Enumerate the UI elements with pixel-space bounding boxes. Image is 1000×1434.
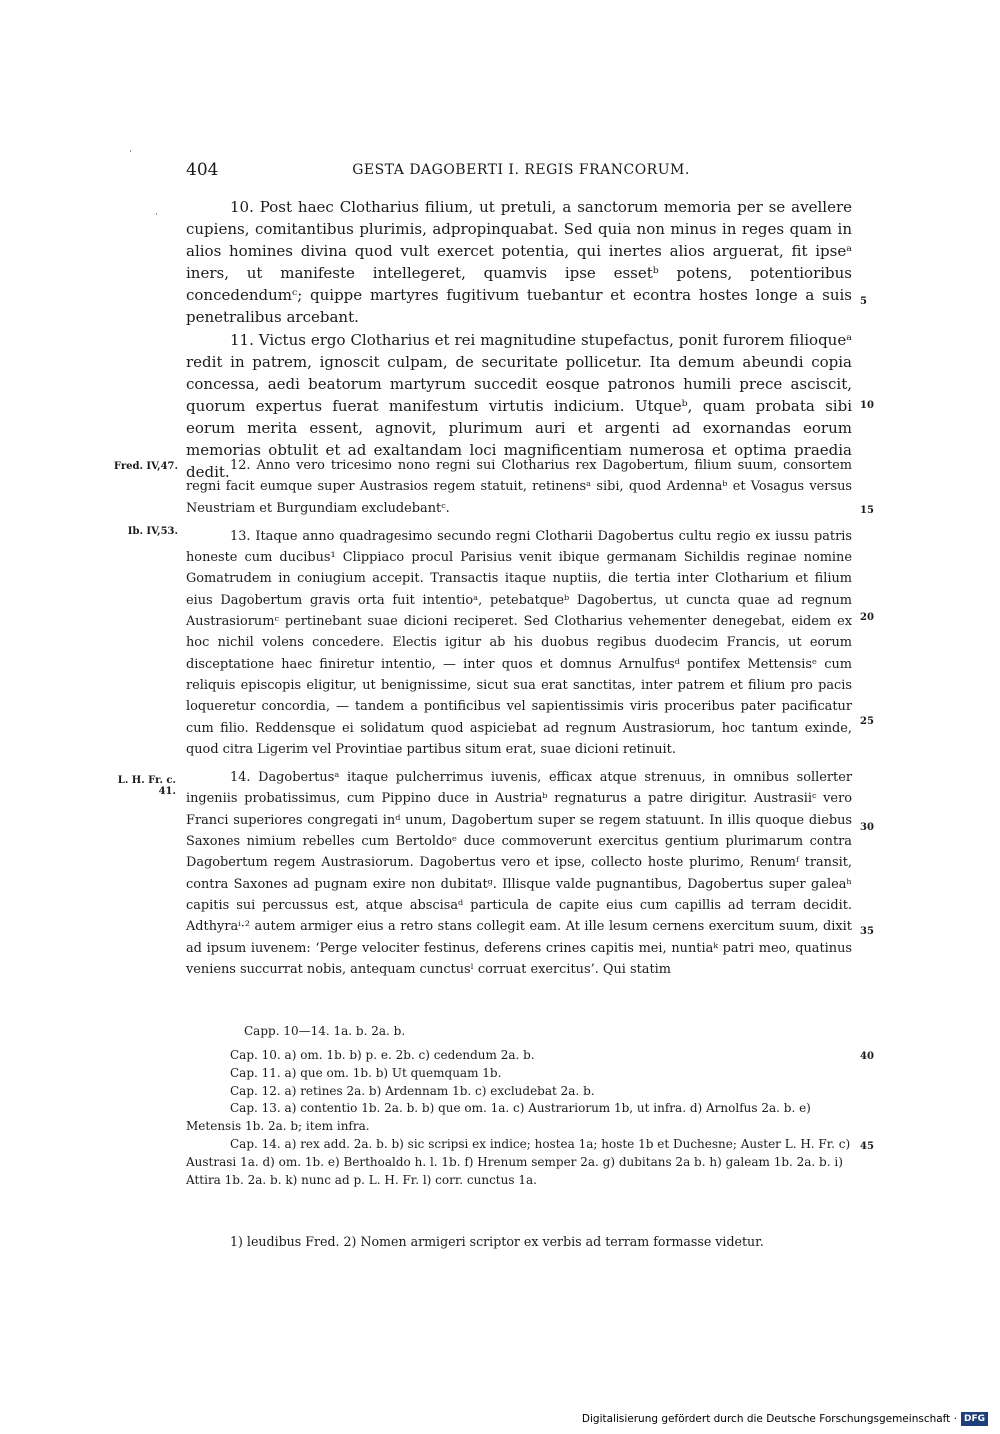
margin-ref-ib: Ib. IV,53. xyxy=(127,526,178,537)
paragraph-13: 13. Itaque anno quadragesimo secundo regni Clotharii Dagobertus cultu regio ex iussu patris honeste cum ducibus¹ Clippiaco procul Parisius venit ibique germanam Sichildis reginae nomine Gomatrudem in coniugium accepit. Transactis itaque nuptiis, die tertia inter Clotharium et filium eius Dagobertum gravis orta fuit intentioᵃ, petebatqueᵇ Dagobertus, ut cuncta quae ad regnum Austrasiorumᶜ pertinebant suae dicioni reciperet. Sed Clotharius vehementer denegebat, eidem ex hoc nichil volens concedere. Electis igitur ab his duobus regibus duodecim Francis, ut eorum disceptatione haec finiretur intentio, — inter quos et domnus Arnulfusᵈ pontifex Mettensisᵉ cum reliquis episcopis eligitur, ut benignissime, sicut sua erat sanctitas, inter patrem et filium pro pacis loqueretur concordia, — tandem a pontificibus vel sapientissimis viris proceribus pater pacificatur cum filio. Reddensque ei solidatum quod aspiciebat ad regnum Austrasiorum, hoc tantum exinde, quod citra Ligerim vel Provintiae partibus situm erat, suae dicioni retinuit. xyxy=(186,528,852,757)
line-number: 20 xyxy=(860,612,874,623)
page-number: 404 xyxy=(186,160,219,180)
apparatus-note: Cap. 14. a) rex add. 2a. b. b) sic scripsi ex indice; hostea 1a; hoste 1b et Duchesne; Auster L. H. Fr. c) Austrasi 1a. d) om. 1b. e) Berthoaldo h. l. 1b. f) Hrenum semper 2a. g) dubitans 2a b. h) galeam 1b. 2a. b. i) Attira 1b. 2a. b. k) nunc ad p. L. H. Fr. l) corr. cunctus 1a. xyxy=(186,1136,851,1187)
apparatus-note: Cap. 13. a) contentio 1b. 2a. b. b) que om. 1a. c) Austrariorum 1b, ut infra. d) Arnolfus 2a. b. e) Metensis 1b. 2a. b; item infra. xyxy=(186,1101,811,1134)
paragraph-14: 14. Dagobertusᵃ itaque pulcherrimus iuvenis, efficax atque strenuus, in omnibus sollerter ingeniis probatissimus, cum Pippino duce in Austriaᵇ regnaturus a patre dirigitur. Austrasiiᶜ vero Franci superiores congregati inᵈ unum, Dagobertum super se regem statuunt. In illis quoque diebus Saxones nimium rebelles cum Bertoldoᵉ duce commoverunt exercitus gentium plurimarum contra Dagobertum regem Austrasiorum. Dagobertus vero et ipse, collecto hoste plurimo, Renumᶠ transit, contra Saxones ad pugnam exire non dubitatᵍ. Illisque valde pugnantibus, Dagobertus super galeaʰ capitis sui percussus est, atque abscisaᵈ particula de capite eius cum capillis ad terram decidit. Adthyraⁱ·² autem armiger eius a retro stans collegit eam. At ille lesum cernens exercitum suum, dixit ad ipsum iuvenem: ‘Perge velociter festinus, deferens crines capitis mei, nuntiaᵏ patri meo, quatinus veniens succurrat nobis, antequam cunctusˡ corruat exercitus’. Qui statim xyxy=(186,770,852,977)
line-number: 10 xyxy=(860,400,874,411)
line-number: 30 xyxy=(860,822,874,833)
apparatus-heading: Capp. 10—14. 1a. b. 2a. b. xyxy=(244,1024,406,1038)
paragraph-12: 12. Anno vero tricesimo nono regni sui Clotharius rex Dagobertum, filium suum, consortem regni facit eumque super Austrasios regem statuit, retinensᵃ sibi, quod Ardennaᵇ et Vosagus versus Neustriam et Burgundiam excludebantᶜ. xyxy=(186,458,852,516)
running-title: GESTA DAGOBERTI I. REGIS FRANCORUM. xyxy=(352,162,690,178)
footer-text: Digitalisierung gefördert durch die Deutsche Forschungsgemeinschaft · xyxy=(581,1413,957,1425)
apparatus-note: Cap. 10. a) om. 1b. b) p. e. 2b. c) cedendum 2a. b. xyxy=(230,1048,535,1062)
paragraph-11: 11. Victus ergo Clotharius et rei magnitudine stupefactus, ponit furorem filioqueᵃ redit in patrem, ignoscit culpam, de securitate pollicetur. Ita demum abeundi copia concessa, aedi beatorum martyrum succedit eosque patronos humili prece asciscit, quorum expertus fuerat manifestum virtutis indicium. Utqueᵇ, quam probata sibi eorum merita essent, agnovit, plurimum auri et argenti ad exornandas eorum memorias obtulit et ad exaltandam loci magnificentiam numerosa et optima praedia dedit. xyxy=(186,331,852,481)
digitization-footer xyxy=(582,1412,988,1426)
line-number: 40 xyxy=(860,1051,874,1062)
critical-apparatus xyxy=(186,1047,852,1189)
line-number: 25 xyxy=(860,716,874,727)
line-number: 45 xyxy=(860,1141,874,1152)
apparatus-note: Cap. 12. a) retines 2a. b) Ardennam 1b. c) excludebat 2a. b. xyxy=(230,1083,595,1098)
paragraph-10: 10. Post haec Clotharius filium, ut pretuli, a sanctorum memoria per se avellere cupiens, comitantibus plurimis, adpropinquabat. Sed quia non minus in reges quam in alios homines divina quod vult exercet potentia, qui inertes alios arguerat, fit ipseᵃ iners, ut manifeste intellegeret, quamvis ipse essetᵇ potens, potentioribus concedendumᶜ; quippe martyres fugitivum tuebantur et econtra hostes longe a suis penetralibus arcebant. xyxy=(186,198,852,326)
dfg-logo: DFG xyxy=(961,1412,988,1426)
line-number: 5 xyxy=(860,296,867,307)
scan-mark xyxy=(156,213,157,215)
footnotes: 1) leudibus Fred. 2) Nomen armigeri scriptor ex verbis ad terram formasse videtur. xyxy=(230,1234,764,1249)
line-number: 15 xyxy=(860,505,874,516)
line-number: 35 xyxy=(860,926,874,937)
margin-ref-fred: Fred. IV,47. xyxy=(113,461,178,472)
apparatus-note: Cap. 11. a) que om. 1b. b) Ut quemquam 1b. xyxy=(230,1065,502,1080)
margin-ref-lhfr: L. H. Fr. c. 41. xyxy=(117,775,176,797)
main-text-large xyxy=(186,197,852,486)
page-header xyxy=(186,160,856,184)
scan-mark xyxy=(130,150,131,152)
main-text-small xyxy=(186,455,852,980)
